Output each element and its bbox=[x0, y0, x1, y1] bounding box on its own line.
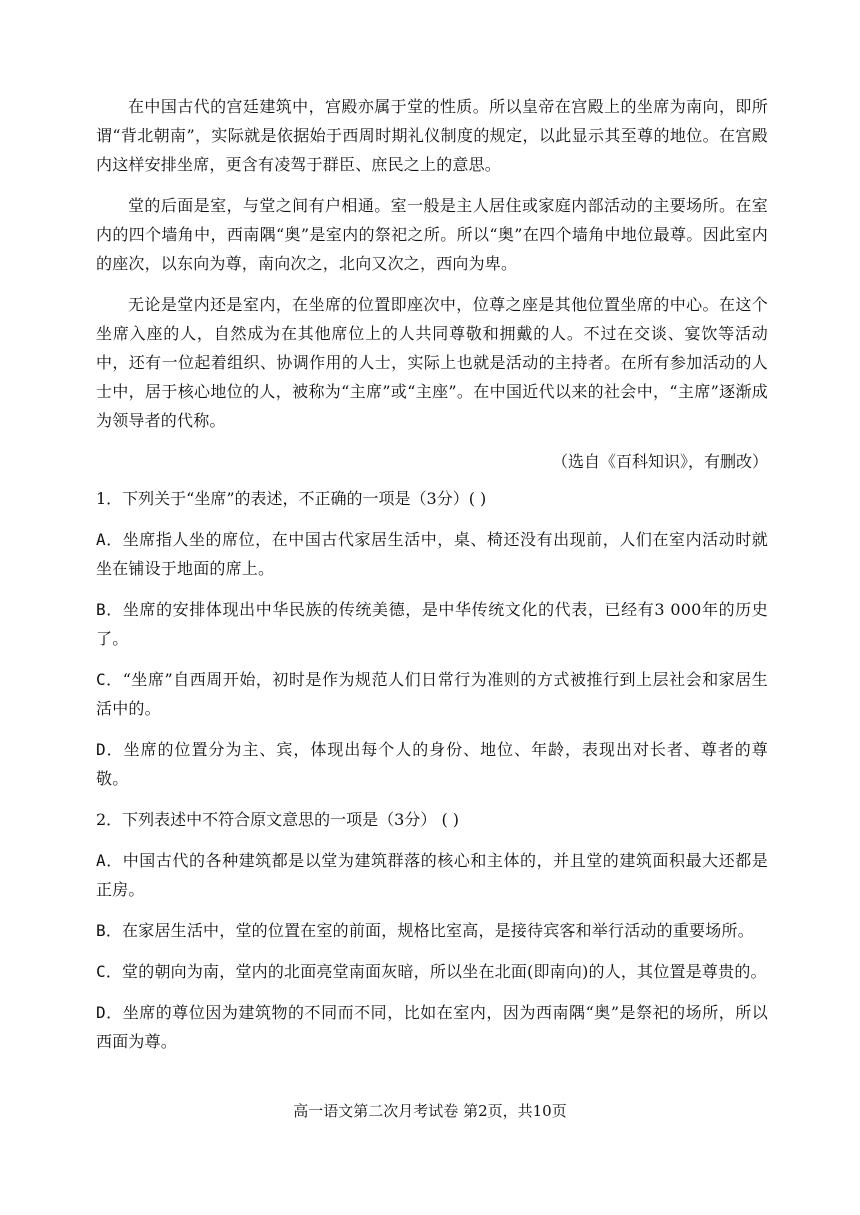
option-letter: C bbox=[96, 962, 106, 981]
passage-paragraph: 无论是堂内还是室内，在坐席的位置即座次中，位尊之座是其他位置坐席的中心。在这个坐席入座的人，自然成为在其他席位上的人共同尊敬和拥戴的人。不过在交谈、宴饮等活动中，还有一位起着组织、协调作用的人士，实际上也就是活动的主持者。在所有参加活动的人士中，居于核心地位的人，被称为“主席”或“主座”。在中国近代以来的社会中，“主席”逐渐成为领导者的代称。 bbox=[96, 295, 768, 430]
option-letter: B bbox=[96, 921, 106, 940]
option-text: ．坐席的安排体现出中华民族的传统美德，是中华传统文化的代表，已经有3 000年的历史了。 bbox=[96, 600, 768, 648]
option-text: ．坐席指人坐的席位，在中国古代家居生活中，桌、椅还没有出现前，人们在室内活动时就坐在铺设于地面的席上。 bbox=[96, 530, 768, 578]
option-a bbox=[96, 846, 768, 904]
option-b bbox=[96, 916, 768, 945]
question-2 bbox=[96, 805, 768, 1056]
option-b bbox=[96, 595, 768, 653]
option-letter: D bbox=[96, 740, 106, 759]
option-letter: A bbox=[96, 851, 106, 870]
option-text: ．“坐席”自西周开始，初时是作为规范人们日常行为准则的方式被推行到上层社会和家居生活中的。 bbox=[96, 670, 768, 718]
option-c bbox=[96, 957, 768, 986]
option-d bbox=[96, 998, 768, 1056]
question-stem: 1．下列关于“坐席”的表述，不正确的一项是（3分）( ) bbox=[96, 489, 487, 508]
question-stem: 2．下列表述中不符合原文意思的一项是（3分） ( ) bbox=[96, 810, 460, 829]
question-1 bbox=[96, 484, 768, 793]
passage-paragraph: 在中国古代的宫廷建筑中，宫殿亦属于堂的性质。所以皇帝在宫殿上的坐席为南向，即所谓“背北朝南”，实际就是依据始于西周时期礼仪制度的规定，以此显示其至尊的地位。在宫殿内这样安排坐席，更含有凌驾于群臣、庶民之上的意思。 bbox=[96, 97, 768, 174]
option-text: ．坐席的尊位因为建筑物的不同而不同，比如在室内，因为西南隅“奥”是祭祀的场所，所以西面为尊。 bbox=[96, 1003, 768, 1051]
option-text: ．堂的朝向为南，堂内的北面亮堂南面灰暗，所以坐在北面(即南向)的人，其位置是尊贵的。 bbox=[105, 962, 767, 981]
option-text: ．在家居生活中，堂的位置在室的前面，规格比室高，是接待宾客和举行活动的重要场所。 bbox=[105, 921, 754, 940]
option-c bbox=[96, 665, 768, 723]
option-letter: A bbox=[96, 530, 106, 549]
option-text: ．坐席的位置分为主、宾，体现出每个人的身份、地位、年龄，表现出对长者、尊者的尊敬。 bbox=[96, 740, 768, 788]
reading-passage bbox=[96, 92, 768, 476]
exam-page-content bbox=[96, 92, 768, 1068]
option-d bbox=[96, 735, 768, 793]
option-letter: B bbox=[96, 600, 106, 619]
passage-source: （选自《百科知识》，有删改） bbox=[551, 452, 768, 471]
option-a bbox=[96, 525, 768, 583]
option-letter: D bbox=[96, 1003, 106, 1022]
page-footer: 高一语文第二次月考试卷 第2页，共10页 bbox=[293, 1102, 567, 1120]
option-text: ．中国古代的各种建筑都是以堂为建筑群落的核心和主体的，并且堂的建筑面积最大还都是正房。 bbox=[96, 851, 768, 899]
passage-paragraph: 堂的后面是室，与堂之间有户相通。室一般是主人居住或家庭内部活动的主要场所。在室内的四个墙角中，西南隅“奥”是室内的祭祀之所。所以“奥”在四个墙角中地位最尊。因此室内的座次，以东向为尊，南向次之，北向又次之，西向为卑。 bbox=[96, 196, 768, 273]
option-letter: C bbox=[96, 670, 106, 689]
